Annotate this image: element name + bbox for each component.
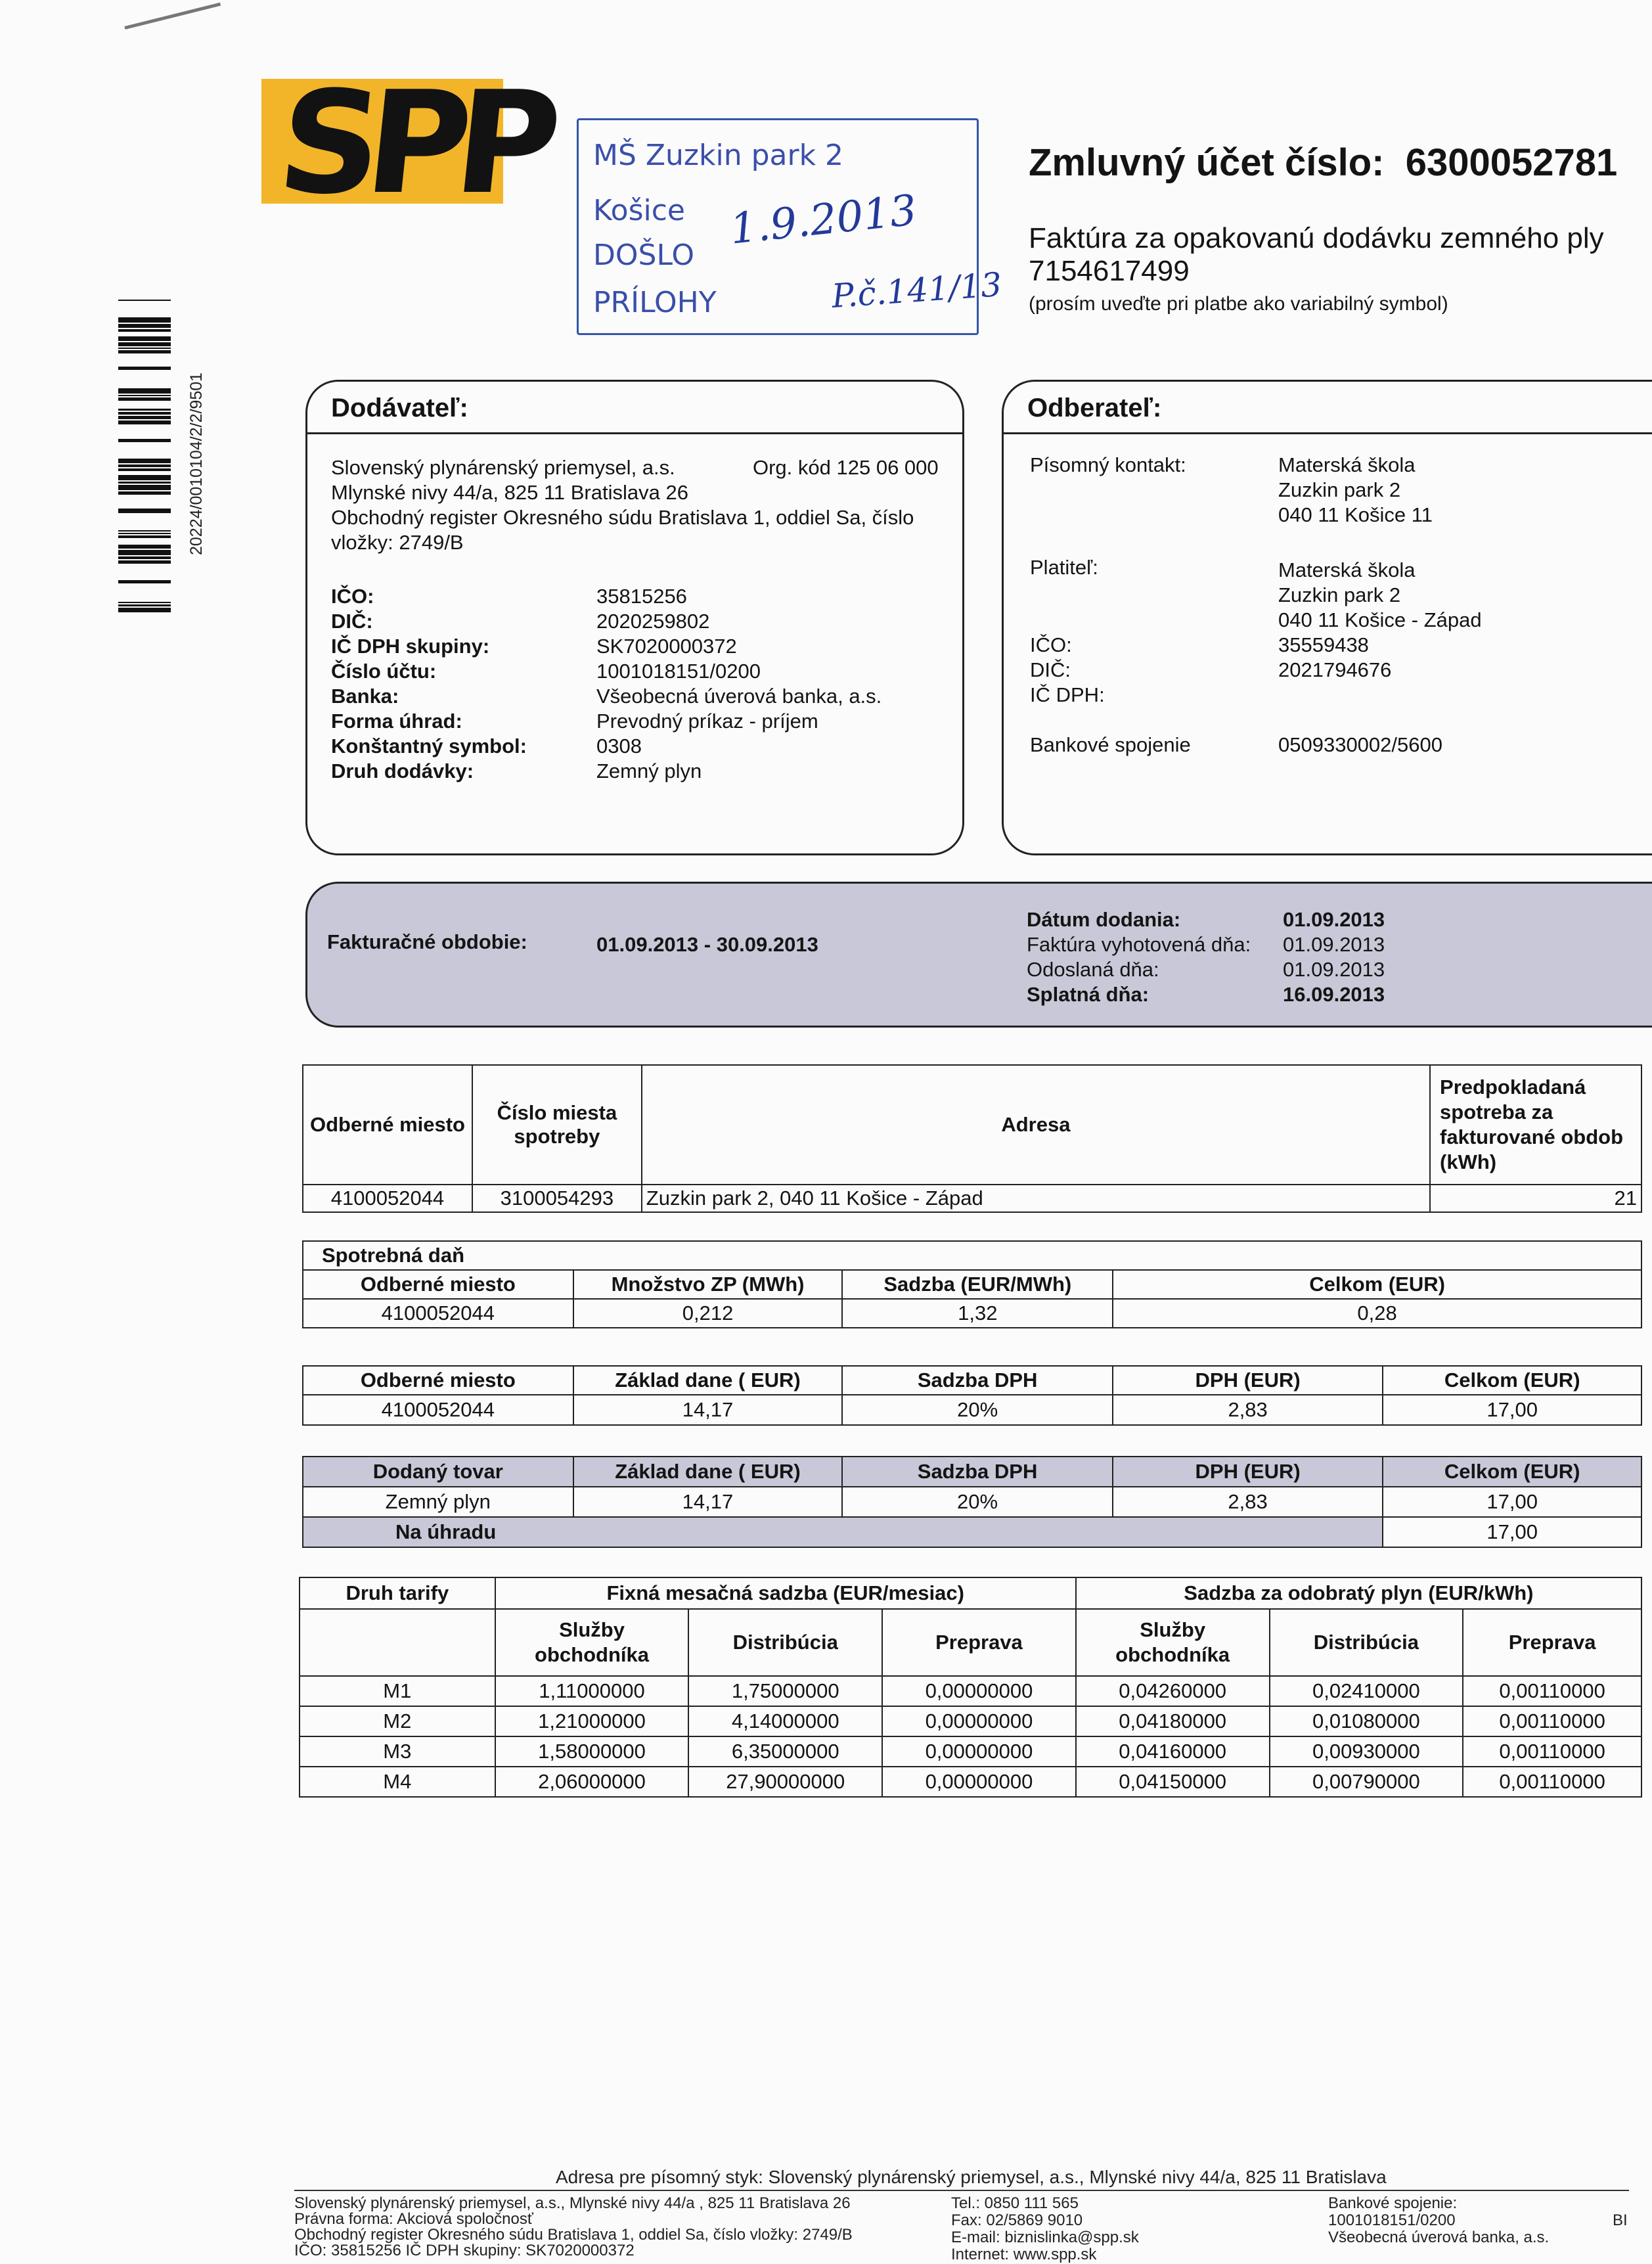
invoice-title: Faktúra za opakovanú dodávku zemného ply — [1029, 222, 1604, 254]
footer-bank-name: Všeobecná úverová banka, a.s. — [1328, 2229, 1550, 2246]
supplier-ico: 35815256 — [596, 585, 687, 608]
vat-amount: 2,83 — [1113, 1395, 1383, 1425]
goods-base: 14,17 — [573, 1487, 843, 1517]
customer-heading: Odberateľ: — [1027, 394, 1162, 422]
goods-table: Dodaný tovar Základ dane ( EUR) Sadzba DPH DPH (EUR) Celkom (EUR) Zemný plyn 14,17 20% 2,83 17,00 Na úhradu 17,00 — [302, 1456, 1642, 1548]
tariff-cell-r-tr: 0,00110000 — [1463, 1706, 1641, 1736]
supplier-register-2: vložky: 2749/B — [331, 531, 464, 554]
tariff-cell-f-dist: 27,90000000 — [688, 1767, 882, 1797]
tariff-row — [300, 1767, 1641, 1797]
goods-total: 17,00 — [1383, 1487, 1641, 1517]
customer-contact-name: Materská škola — [1278, 453, 1416, 476]
sent-date: 01.09.2013 — [1283, 958, 1385, 981]
supplier-bank: Všeobecná úverová banka, a.s. — [596, 685, 882, 708]
contract-account-title: Zmluvný účet číslo: 6300052781 — [1029, 141, 1618, 184]
footer-bank-account: 1001018151/0200 — [1328, 2211, 1456, 2229]
supplier-name: Slovenský plynárenský priemysel, a.s. — [331, 456, 675, 479]
barcode-bar — [118, 388, 171, 394]
tariff-cell-r-srv: 0,04180000 — [1076, 1706, 1270, 1736]
barcode-bar — [118, 485, 171, 490]
tariff-cell-r-srv: 0,04150000 — [1076, 1767, 1270, 1797]
supplier-delivery-type: Zemný plyn — [596, 759, 702, 782]
delivery-address: Zuzkin park 2, 040 11 Košice - Západ — [642, 1185, 1430, 1212]
stamp-handwritten-date: 1.9.2013 — [727, 186, 920, 254]
due-date: 16.09.2013 — [1283, 983, 1385, 1006]
barcode-bar — [118, 604, 171, 606]
vat-table: Odberné miesto Základ dane ( EUR) Sadzba DPH DPH (EUR) Celkom (EUR) 4100052044 14,17 20% 2,83 17,00 — [302, 1365, 1642, 1426]
footer-fax: Fax: 02/5869 9010 — [951, 2211, 1083, 2229]
barcode — [118, 290, 171, 616]
barcode-bar — [118, 350, 171, 353]
col-address: Adresa — [642, 1065, 1430, 1185]
customer-ico: 35559438 — [1278, 633, 1369, 656]
footer-cut-text: BI — [1613, 2211, 1628, 2229]
barcode-bar — [118, 412, 171, 415]
to-pay-amount: 17,00 — [1383, 1517, 1641, 1547]
stamp-line-received: DOŠLO — [593, 238, 695, 272]
barcode-bar — [118, 468, 171, 471]
tariff-row — [300, 1676, 1641, 1706]
tariff-cell-r-tr: 0,00110000 — [1463, 1736, 1641, 1767]
customer-dic: 2021794676 — [1278, 658, 1392, 681]
goods-vat: 2,83 — [1113, 1487, 1383, 1517]
tariff-cell-f-dist: 1,75000000 — [688, 1676, 882, 1706]
tariff-cell-f-srv: 1,58000000 — [495, 1736, 689, 1767]
tariff-cell-r-tr: 0,00110000 — [1463, 1767, 1641, 1797]
excise-quantity: 0,212 — [573, 1299, 843, 1328]
footer-company: Slovenský plynárenský priemysel, a.s., Mlynské nivy 44/a , 825 11 Bratislava 26 — [294, 2194, 851, 2212]
barcode-bar — [118, 475, 171, 480]
vat-point: 4100052044 — [303, 1395, 573, 1425]
excise-tax-table: Spotrebná daň Odberné miesto Množstvo ZP (MWh) Sadzba (EUR/MWh) Celkom (EUR) 4100052044 0,212 1,32 0,28 — [302, 1240, 1642, 1328]
supplier-heading: Dodávateľ: — [331, 394, 468, 422]
barcode-bar — [118, 608, 171, 612]
barcode-bar — [118, 459, 171, 463]
barcode-bar — [118, 420, 171, 424]
barcode-bar — [118, 491, 171, 495]
tariff-cell-r-srv: 0,04160000 — [1076, 1736, 1270, 1767]
barcode-bar — [118, 580, 171, 583]
tariff-row — [300, 1706, 1641, 1736]
barcode-bar — [118, 602, 171, 603]
barcode-bar — [118, 397, 171, 401]
barcode-bar — [118, 550, 171, 555]
tariff-cell-f-srv: 1,11000000 — [495, 1676, 689, 1706]
barcode-bar — [118, 545, 171, 549]
barcode-bar — [118, 317, 171, 323]
stamp-line-city: Košice — [593, 194, 685, 227]
stamp-handwritten-number: P.č.141/13 — [830, 265, 1003, 315]
spp-logo: SPP — [261, 79, 503, 204]
excise-title: Spotrebná daň — [303, 1241, 1641, 1270]
tariff-cell-f-tr: 0,00000000 — [882, 1767, 1076, 1797]
supplier-icdph: SK7020000372 — [596, 635, 737, 658]
barcode-bar — [118, 395, 171, 396]
tariff-cell-f-srv: 1,21000000 — [495, 1706, 689, 1736]
barcode-bar — [118, 409, 171, 411]
issue-date: 01.09.2013 — [1283, 933, 1385, 956]
footer-phone: Tel.: 0850 111 565 — [951, 2194, 1079, 2212]
barcode-bar — [118, 342, 171, 346]
stamp-line-school: MŠ Zuzkin park 2 — [593, 139, 844, 172]
tariff-cell-f-srv: 2,06000000 — [495, 1767, 689, 1797]
supplier-constant-symbol: 0308 — [596, 735, 642, 758]
barcode-bar — [118, 324, 171, 328]
supplier-dic: 2020259802 — [596, 610, 710, 633]
footer-register: Obchodný register Okresného súdu Bratislava 1, oddiel Sa, číslo vložky: 2749/B — [294, 2226, 853, 2244]
customer-payer-street: Zuzkin park 2 — [1278, 583, 1401, 606]
tariff-cell-r-dist: 0,02410000 — [1270, 1676, 1463, 1706]
to-pay-label: Na úhradu — [303, 1517, 1383, 1547]
barcode-bar — [118, 482, 171, 484]
tariff-cell-r-dist: 0,00930000 — [1270, 1736, 1463, 1767]
barcode-bar — [118, 367, 171, 370]
delivery-date: 01.09.2013 — [1283, 908, 1385, 931]
barcode-bar — [118, 530, 171, 532]
tariff-cell-f-tr: 0,00000000 — [882, 1706, 1076, 1736]
tariff-cell-r-srv: 0,04260000 — [1076, 1676, 1270, 1706]
fixed-rate-header: Fixná mesačná sadzba (EUR/mesiac) — [495, 1577, 1076, 1609]
customer-box: Odberateľ: Písomný kontakt: Materská škola Zuzkin park 2 040 11 Košice 11 Platiteľ: Materská škola Zuzkin park 2 040 11 Košice - Západ IČO: 35559438 DIČ: 2021794676 IČ DPH: Bankové spojenie 0509330002/5600 — [1002, 380, 1652, 855]
barcode-bar — [118, 348, 171, 349]
received-stamp — [577, 118, 1003, 335]
barcode-bar — [118, 464, 171, 467]
tariff-table: Druh tarify Fixná mesačná sadzba (EUR/mesiac) Sadzba za odobratý plyn (EUR/kWh) Služby obchodníka Distribúcia Preprava Služby obchodníka Distribúcia Preprava M1 1,11000000 1,75000000 0,00000000 0,04260000 0,02410000 0,00110000 M2 1,21000000 4,14000000 0,00000000 0,04180000 0,01080000 0,00110000 M3 1,58000000 6,35000000 0,00000000 0,04160000 0,00930000 0,00110000 M4 2,06000000 27,90000000 0,00000000 0,04150000 0,00790000 0,00110000 — [299, 1577, 1642, 1798]
delivery-point-id: 4100052044 — [303, 1185, 472, 1212]
footer-bank-label: Bankové spojenie: — [1328, 2194, 1458, 2212]
billing-period: 01.09.2013 - 30.09.2013 — [596, 933, 818, 956]
barcode-bar — [118, 300, 171, 301]
delivery-point-table: Odberné miesto Číslo miesta spotreby Adresa Predpokladaná spotreba za fakturované obdob (kWh) 4100052044 3100054293 Zuzkin park 2, 040 11 Košice - Západ 21 — [302, 1064, 1642, 1213]
tariff-cell-f-tr: 0,00000000 — [882, 1736, 1076, 1767]
stamp-line-attachments: PRÍLOHY — [593, 286, 717, 319]
footer-email: E-mail: biznislinka@spp.sk — [951, 2229, 1139, 2246]
barcode-bar — [118, 535, 171, 538]
scan-mark — [124, 3, 221, 30]
vat-base: 14,17 — [573, 1395, 843, 1425]
tariff-cell-f-tr: 0,00000000 — [882, 1676, 1076, 1706]
expected-consumption: 21 — [1430, 1185, 1641, 1212]
goods-name: Zemný plyn — [303, 1487, 573, 1517]
excise-total: 0,28 — [1113, 1299, 1641, 1328]
tariff-cell-r-dist: 0,00790000 — [1270, 1767, 1463, 1797]
footer-legal-form: Právna forma: Akciová spoločnosť — [294, 2210, 533, 2228]
customer-payer-name: Materská škola — [1278, 558, 1416, 581]
supplier-register: Obchodný register Okresného súdu Bratislava 1, oddiel Sa, číslo — [331, 506, 914, 529]
tariff-cell-type: M1 — [300, 1676, 495, 1706]
variable-symbol-note: (prosím uveďte pri platbe ako variabilný symbol) — [1029, 293, 1448, 315]
supplier-box: Dodávateľ: Slovenský plynárenský priemysel, a.s. Org. kód 125 06 000 Mlynské nivy 44/a, 825 11 Bratislava 26 Obchodný register Okresného súdu Bratislava 1, oddiel Sa, číslo vložky: 2749/B IČO: 35815256 DIČ: 2020259802 IČ DPH skupiny: SK7020000372 Číslo účtu: 1001018151/0200 Banka: Všeobecná úverová banka, a.s. Forma úhrad: Prevodný príkaz - príjem Konštantný symbol: 0308 Druh dodávky: Zemný plyn — [305, 380, 964, 855]
variable-symbol: 7154617499 — [1029, 255, 1190, 287]
supplier-address: Mlynské nivy 44/a, 825 11 Bratislava 26 — [331, 481, 688, 504]
barcode-text: 20224/0010104/2/2/9501 — [187, 372, 206, 555]
supplier-payment-form: Prevodný príkaz - príjem — [596, 710, 818, 733]
barcode-bar — [118, 336, 171, 341]
tariff-cell-r-tr: 0,00110000 — [1463, 1676, 1641, 1706]
customer-bank-account: 0509330002/5600 — [1278, 733, 1442, 756]
tariff-cell-f-dist: 4,14000000 — [688, 1706, 882, 1736]
tariff-cell-type: M3 — [300, 1736, 495, 1767]
barcode-bar — [118, 329, 171, 332]
consumption-point-id: 3100054293 — [472, 1185, 642, 1212]
col-delivery-point: Odberné miesto — [303, 1065, 472, 1185]
supplier-org-code: Org. kód 125 06 000 — [753, 456, 939, 479]
vat-total: 17,00 — [1383, 1395, 1641, 1425]
excise-rate: 1,32 — [842, 1299, 1113, 1328]
excise-point: 4100052044 — [303, 1299, 573, 1328]
tariff-row — [300, 1736, 1641, 1767]
barcode-bar — [118, 439, 171, 442]
barcode-bar — [118, 416, 171, 419]
consumption-rate-header: Sadzba za odobratý plyn (EUR/kWh) — [1076, 1577, 1641, 1609]
supplier-account: 1001018151/0200 — [596, 660, 761, 683]
goods-vat-rate: 20% — [842, 1487, 1113, 1517]
footer-divider — [294, 2190, 1629, 2191]
barcode-bar — [118, 533, 171, 534]
postal-address: Adresa pre písomný styk: Slovenský plynárenský priemysel, a.s., Mlynské nivy 44/a, 825 11 Bratislava — [556, 2167, 1387, 2187]
tariff-cell-type: M4 — [300, 1767, 495, 1797]
footer-ids: IČO: 35815256 IČ DPH skupiny: SK7020000372 — [294, 2242, 635, 2259]
billing-period-box: Fakturačné obdobie: 01.09.2013 - 30.09.2013 Dátum dodania: 01.09.2013 Faktúra vyhotovená dňa: 01.09.2013 Odoslaná dňa: 01.09.2013 Splatná dňa: 16.09.2013 — [305, 882, 1652, 1028]
barcode-bar — [118, 560, 171, 564]
customer-contact-city: 040 11 Košice 11 — [1278, 503, 1433, 526]
tariff-cell-r-dist: 0,01080000 — [1270, 1706, 1463, 1736]
contract-number: 6300052781 — [1405, 141, 1618, 184]
customer-contact-street: Zuzkin park 2 — [1278, 478, 1401, 501]
barcode-bar — [118, 556, 171, 559]
customer-payer-city: 040 11 Košice - Západ — [1278, 608, 1482, 631]
tariff-cell-f-dist: 6,35000000 — [688, 1736, 882, 1767]
footer-web: Internet: www.spp.sk — [951, 2246, 1097, 2263]
barcode-bar — [118, 509, 171, 513]
vat-rate: 20% — [842, 1395, 1113, 1425]
tariff-cell-type: M2 — [300, 1706, 495, 1736]
